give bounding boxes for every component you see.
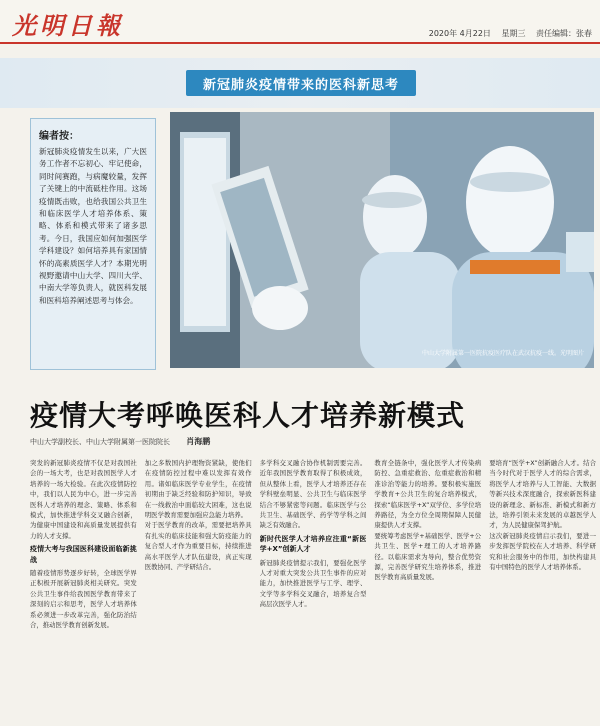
column-3-text-b: 新冠肺炎疫情提示我们，要强化医学人才对重大突发公共卫生事件的应对能力，加快推进医学与工学、理学、文学等多学科交叉融合，培养复合型高层次医学人才。 [259,558,367,609]
section-banner [186,70,416,96]
editor-note-title: 编者按： [39,131,79,142]
issue-meta [421,28,592,39]
issue-weekday: 星期三 [501,29,526,38]
article-headline: 疫情大考呼唤医科人才培养新模式 [30,399,466,432]
section-banner-title: 新冠肺炎疫情带来的医科新思考 [202,77,399,93]
column-4-text: 教育全链条中，强化医学人才传染病防控、急重症救治、危重症救治和精准诊治等能力的培养。要积极实施医学教育+公共卫生的复合培养模式，探索“临床医学+X”双学位、多学位培养路径，为全方位全周期保障人民健康提供人才支撑。 [374,459,482,530]
editor-note [30,118,156,370]
column-1-text: 突发的新冠肺炎疫情不仅是对我国社会的一场大考，也是对我国医学人才培养的一场大检验。在此次疫情防控中，我们以人民为中心，进一步完善医科人才培养的理念、策略、体系和模式，加快推进学科交叉融合创新，为健康中国建设和高质量发展提供有力的人才支撑。 [30,459,137,540]
column-1-subheading: 疫情大考与我国医科建设面临新挑战 [30,545,137,564]
column-2-text-b: 对于医学教育的改革，需要把培养具有扎实的临床技能和强大防疫能力的复合型人才作为重要目标，持续推进高水平医学人才队伍建设，真正实现医教协同、产学研结合。 [144,521,252,572]
masthead [0,0,600,44]
column-5-text: 要培育“医学+X”创新融合人才。结合当今时代对于医学人才的综合需求，将医学人才培养与人工智能、大数据等新兴技术深度融合，探索新医科建设的新理念、新标准、新模式和新方法，培养引领未来发展的卓越医学人才，为人民健康保驾护航。 [489,459,596,530]
author-affiliation: 中山大学副校长、中山大学附属第一医院院长 [30,438,170,446]
author-name: 肖海鹏 [186,437,211,446]
byline [30,436,590,447]
column-1-text-b: 随着疫情形势逐步好转，全球医学界正积极开展新冠肺炎相关研究。突发公共卫生事件给我国医学教育带来了深刻的启示和思考，医学人才培养体系必须进一步改革完善，强化防治结合，推动医学教育创新发展。 [30,569,137,630]
column-4-text-b: 要统筹考虑医学+基础医学、医学+公共卫生、医学+理工的人才培养路径。以临床需求为导向，整合优势资源，完善医学研究生培养体系，推进医学教育高质量发展。 [374,531,482,582]
article-column-4 [374,458,481,720]
photo-caption: 中山大学附属第一医院抗疫医疗队在武汉抗疫一线。光明图片 [421,350,584,357]
article-column-3 [260,458,367,720]
article-column-2 [145,458,252,720]
newspaper-logo: 光明日報 [12,11,124,40]
article-column-1 [30,458,137,720]
feature-photo [170,112,594,368]
column-3-subheading: 新时代医学人才培养应注重“新医学+X”创新人才 [259,534,367,554]
column-2-text: 加之多数国内护理物资紧缺，使他们在疫情防控过程中难以发挥有效作用。诸如临床医学专业学生，在疫情初期由于缺乏经验和防护知识，导致在一线救治中面临较大困难，这也说明医学教育需要加强应急能力培养。 [144,459,252,520]
issue-date: 2020年 4月22日 [428,29,491,38]
column-5-text-b: 这次新冠肺炎疫情启示我们，要进一步发挥医学院校在人才培养、科学研究和社会服务中的作用，加快构建具有中国特色的医学人才培养体系。 [489,531,596,572]
issue-editor: 责任编辑：张春 [536,29,592,38]
medical-staff-photo [170,112,594,368]
article-body [30,458,596,720]
editor-note-body: 新冠肺炎疫情发生以来，广大医务工作者不忘初心、牢记使命，同时间赛跑，与病魔较量，发挥了关键上的中流砥柱作用。这场疫情既击败，也给我国公共卫生和临床医学人才培养体系、策略、体系和模式带来了诸多思考。今日，我国应如何加强医学学科建设？如何培养具有家国情怀的高素质医学人才？本期光明视野邀请中山大学、四川大学、中南大学等负责人，就医科发展和医科培养阐述思考与体会。 [39,147,147,305]
article-column-5 [489,458,596,720]
column-3-text: 多学科交叉融合协作机制需要完善。近年我国医学教育取得了积极成效，但从整体上看，医学人才培养还存在学科壁垒明显、公共卫生与临床医学结合不够紧密等问题。临床医学与公共卫生、基础医学、药学等学科之间缺乏有效融合。 [259,459,367,530]
